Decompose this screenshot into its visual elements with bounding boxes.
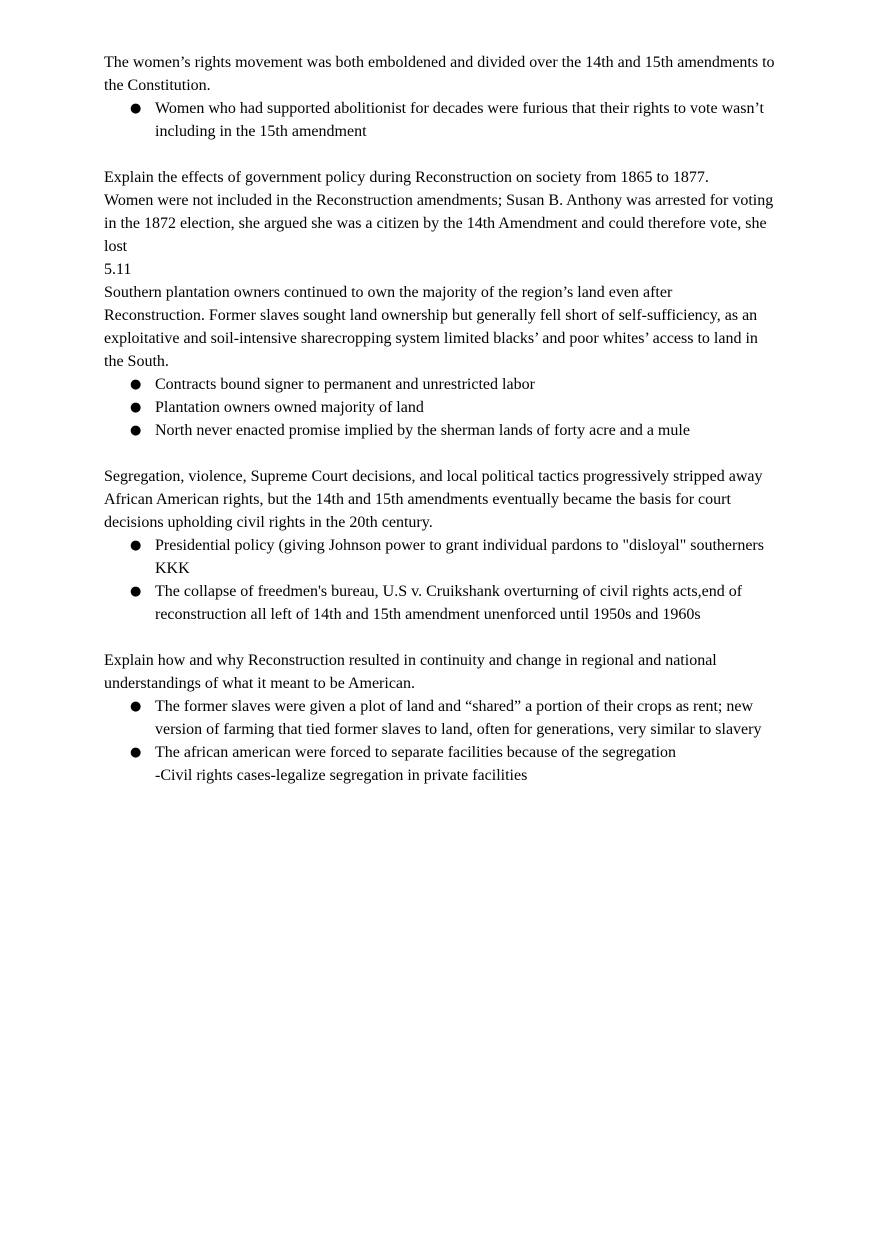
- land-ownership-paragraph: Southern plantation owners continued to own the majority of the region’s land even after Reconstruction. Former slaves sought land ownership but generally fell short of self-sufficiency, as an exploitative and soil-intensive sharecropping system limited blacks’ and poor whites’ access to land in the South.: [104, 284, 758, 370]
- bullet-item: [130, 534, 776, 580]
- paragraph-spacer: [104, 442, 776, 465]
- bullet-icon: ●: [130, 584, 142, 599]
- segregation-bullet-list: [104, 534, 776, 626]
- bullet-item: [130, 97, 776, 143]
- bullet-text: Contracts bound signer to permanent and unrestricted labor: [155, 376, 535, 393]
- document-page: [104, 51, 776, 787]
- civil-rights-cases-note: -Civil rights cases-legalize segregation in private facilities: [155, 767, 528, 784]
- land-ownership-bullet-list: [104, 373, 776, 442]
- womens-rights-paragraph: The women’s rights movement was both emboldened and divided over the 14th and 15th amendments to the Constitution.: [104, 54, 775, 94]
- bullet-item: [130, 580, 776, 626]
- bullet-icon: ●: [130, 400, 142, 415]
- continuity-change-prompt: Explain how and why Reconstruction resulted in continuity and change in regional and national understandings of what it meant to be American.: [104, 652, 717, 692]
- bullet-text: Plantation owners owned majority of land: [155, 399, 424, 416]
- bullet-icon: ●: [130, 538, 142, 553]
- bullet-text: The former slaves were given a plot of land and “shared” a portion of their crops as rent; new version of farming that tied former slaves to land, often for generations, very similar to slavery: [155, 698, 762, 738]
- government-policy-prompt: Explain the effects of government policy during Reconstruction on society from 1865 to 1877.: [104, 169, 709, 186]
- bullet-item: [130, 419, 776, 442]
- bullet-icon: ●: [130, 101, 142, 116]
- paragraph-spacer: [104, 626, 776, 649]
- section-number: 5.11: [104, 261, 132, 278]
- bullet-icon: ●: [130, 745, 142, 760]
- bullet-item: [130, 373, 776, 396]
- continuity-change-bullet-list: [104, 695, 776, 764]
- bullet-item: [130, 741, 776, 764]
- bullet-text: Presidential policy (giving Johnson power to grant individual pardons to "disloyal" southerners KKK: [155, 537, 764, 577]
- bullet-text: The african american were forced to separate facilities because of the segregation: [155, 744, 677, 761]
- government-policy-answer: Women were not included in the Reconstruction amendments; Susan B. Anthony was arrested for voting in the 1872 election, she argued she was a citizen by the 14th Amendment and could therefore vote, she lost: [104, 192, 774, 255]
- womens-rights-bullet-list: [104, 97, 776, 143]
- bullet-item: [130, 695, 776, 741]
- bullet-text: North never enacted promise implied by the sherman lands of forty acre and a mule: [155, 422, 690, 439]
- bullet-icon: ●: [130, 699, 142, 714]
- segregation-paragraph: Segregation, violence, Supreme Court decisions, and local political tactics progressively stripped away African American rights, but the 14th and 15th amendments eventually became the basis for court decisions upholding civil rights in the 20th century.: [104, 468, 763, 531]
- bullet-text: Women who had supported abolitionist for decades were furious that their rights to vote wasn’t including in the 15th amendment: [155, 100, 764, 140]
- bullet-icon: ●: [130, 377, 142, 392]
- bullet-text: The collapse of freedmen's bureau, U.S v. Cruikshank overturning of civil rights acts,end of reconstruction all left of 14th and 15th amendment unenforced until 1950s and 1960s: [155, 583, 743, 623]
- bullet-item: [130, 396, 776, 419]
- bullet-icon: ●: [130, 423, 142, 438]
- paragraph-spacer: [104, 143, 776, 166]
